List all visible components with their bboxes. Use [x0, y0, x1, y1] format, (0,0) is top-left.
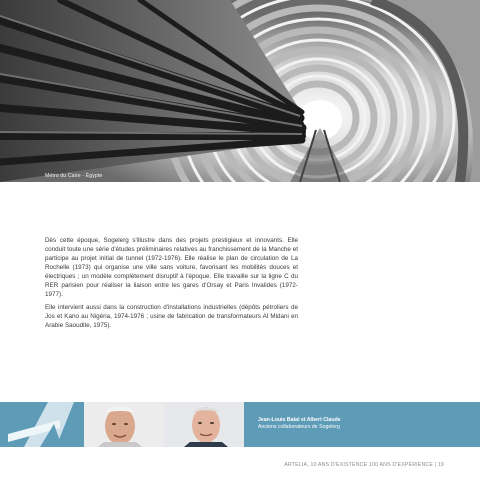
people-role: Anciens collaborateurs de Sogelerg — [258, 424, 340, 430]
photo-caption: Métro du Caire - Égypte — [45, 173, 103, 179]
paragraph: Elle intervient aussi dans la construction d'installations industrielles (dépôts pétroliers de Jos et Kano au Nigéria, 1974-1976 ; usine de fabrication de transformateurs Al Midani en Arabie Saoudite, 1975). — [45, 304, 298, 330]
article-body — [45, 236, 298, 334]
tunnel-illustration — [0, 0, 480, 182]
paragraph: Dès cette époque, Sogelerg s'illustre dans des projets prestigieux et innovants. Elle conduit toute une série d'études préliminaires relatives au franchissement de la Manche et participe au projet initial de tunnel (1972-1976). Elle réalise le plan de circulation de La Rochelle (1973) qui organise une ville sans voiture, favorisant les mobilités douces et électriques ; un modèle complètement disruptif à l'époque. Elle travaille sur la ligne C du RER parisien pour réaliser la liaison entre les gares d'Orsay et Paris Invalides (1972-1977). — [45, 237, 298, 299]
people-caption — [258, 417, 341, 431]
portrait-photo — [164, 402, 244, 447]
hero-photo — [0, 0, 480, 182]
page-footer: ARTELIA, 10 ANS D'EXISTENCE 100 ANS D'EXPÉRIENCE | 19 — [284, 462, 444, 468]
people-names: Jean-Louis Batal et Albert Claude — [258, 417, 341, 423]
artelia-logo-shape — [0, 402, 84, 447]
portrait-photo — [84, 402, 164, 447]
